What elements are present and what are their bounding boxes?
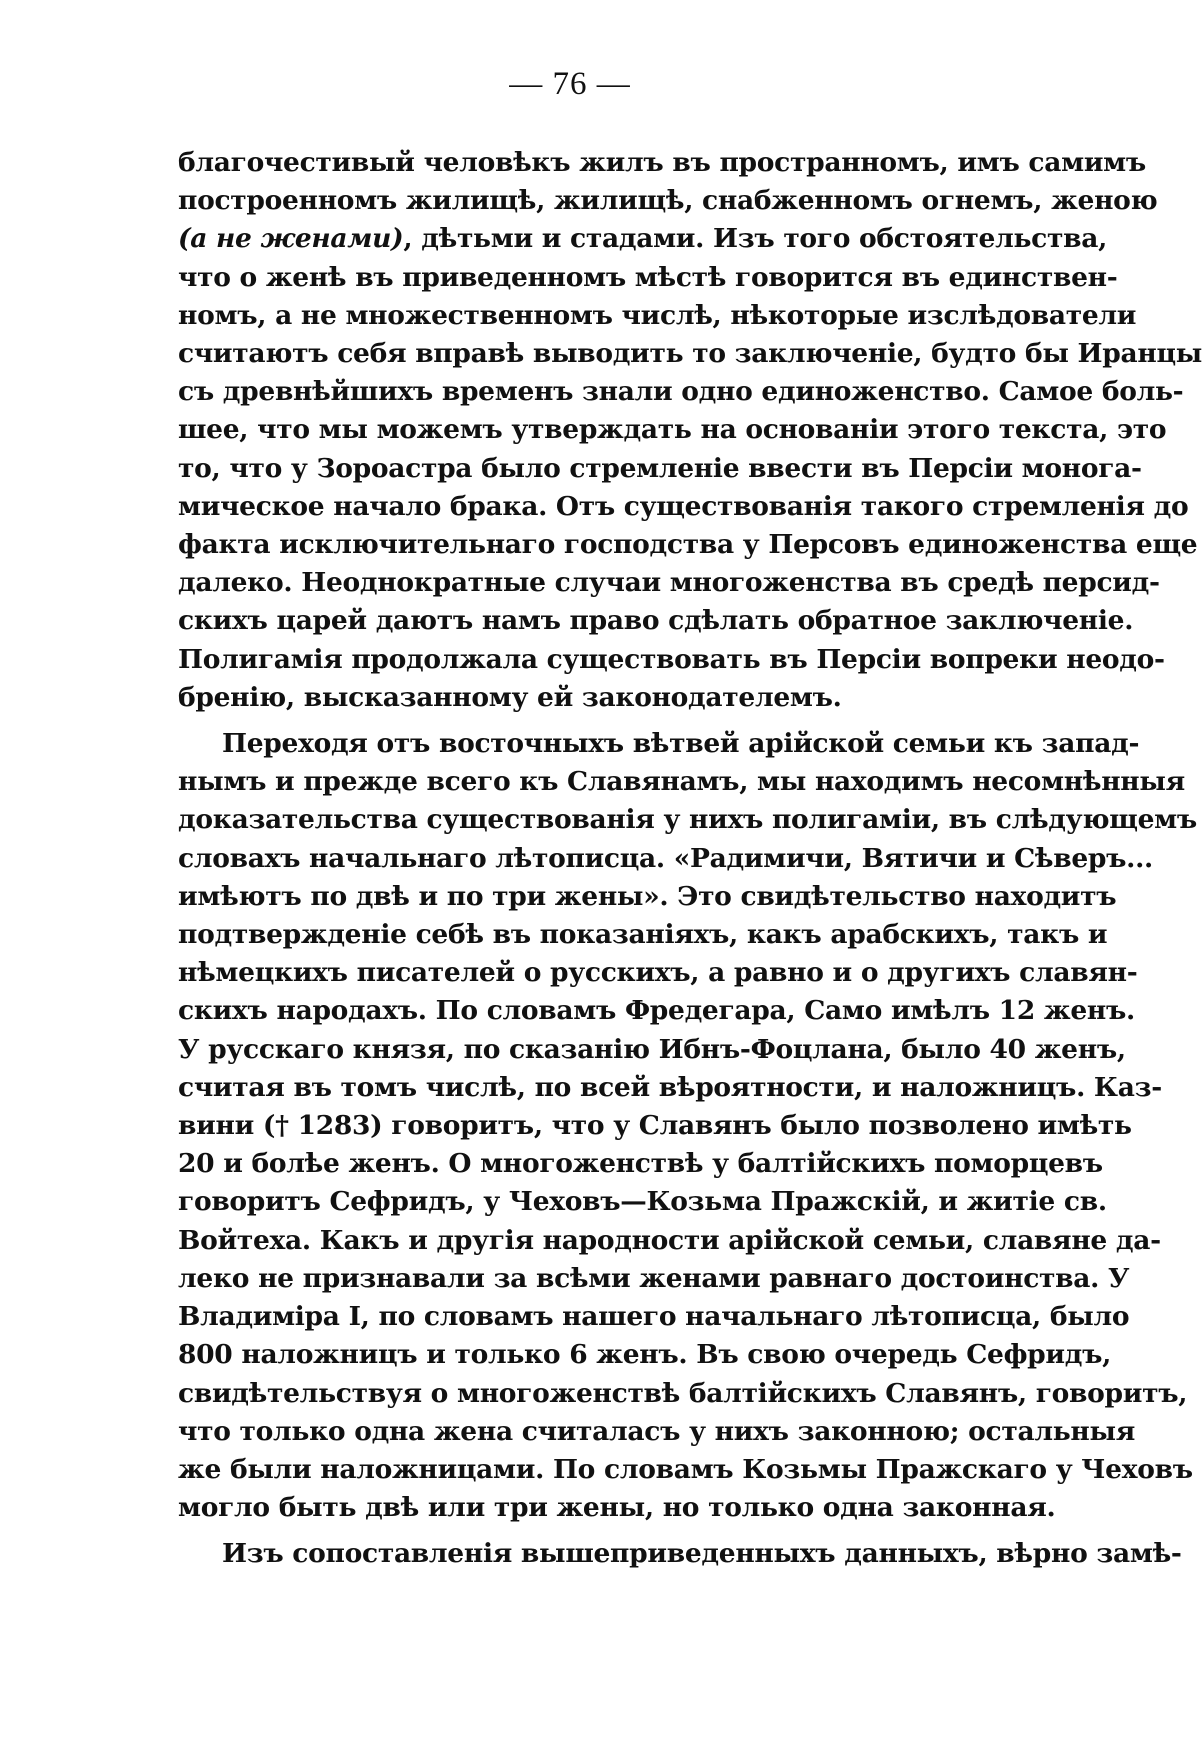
text-line: что о женѣ въ приведенномъ мѣстѣ говорится въ единствен- bbox=[178, 261, 1118, 293]
text-line: факта исключительнаго господства у Персовъ единоженства еще bbox=[178, 529, 1198, 561]
text-line: то, что у Зороастра было стремленіе ввести въ Персіи монога- bbox=[178, 452, 1142, 484]
text-line: нѣмецкихъ писателей о русскихъ, а равно и о другихъ славян- bbox=[178, 957, 1138, 989]
text-line: мическое начало брака. Отъ существованія такого стремленія до bbox=[178, 490, 1189, 522]
text-line: 20 и болѣе женъ. О многоженствѣ у балтійскихъ поморцевъ bbox=[178, 1148, 1103, 1180]
text-line: Переходя отъ восточныхъ вѣтвей арійской семьи къ запад- bbox=[222, 728, 1140, 760]
text-line: Полигамія продолжала существовать въ Персіи вопреки неодо- bbox=[178, 643, 1165, 675]
text-line: благочестивый человѣкъ жилъ въ пространномъ, имъ самимъ bbox=[178, 147, 1146, 178]
text-line: вини († 1283) говоритъ, что у Славянъ было позволено имѣть bbox=[178, 1110, 1132, 1142]
text-line: Войтеха. Какъ и другія народности арійской семьи, славяне да- bbox=[178, 1224, 1161, 1256]
text-line: Владиміра I, по словамъ нашего начальнаго лѣтописца, было bbox=[178, 1301, 1130, 1333]
text-line: нымъ и прежде всего къ Славянамъ, мы находимъ несомнѣнныя bbox=[178, 766, 1185, 798]
text-line: считая въ томъ числѣ, по всей вѣроятности, и наложницъ. Каз- bbox=[178, 1071, 1162, 1103]
text-line: доказательства существованія у нихъ полигаміи, въ слѣдующемъ bbox=[178, 804, 1197, 836]
text-line: могло быть двѣ или три жены, но только одна законная. bbox=[178, 1492, 1056, 1524]
text-line: съ древнѣйшихъ временъ знали одно единоженство. Самое боль- bbox=[178, 376, 1184, 408]
text-line: номъ, а не множественномъ числѣ, нѣкоторые изслѣдователи bbox=[178, 299, 1137, 331]
text-line-rest: , дѣтьми и стадами. Изъ того обстоятельства, bbox=[403, 223, 1108, 255]
text-line: построенномъ жилищѣ, жилищѣ, снабженномъ огнемъ, женою bbox=[178, 185, 1158, 217]
text-line: Изъ сопоставленія вышеприведенныхъ данныхъ, вѣрно замѣ- bbox=[222, 1538, 1182, 1570]
text-line: подтвержденіе себѣ въ показаніяхъ, какъ арабскихъ, такъ и bbox=[178, 919, 1108, 951]
text-line: говоритъ Сефридъ, у Чеховъ—Козьма Пражскій, и житіе св. bbox=[178, 1186, 1107, 1218]
text-line: имѣютъ по двѣ и по три жены». Это свидѣтельство находитъ bbox=[178, 880, 1117, 912]
page-number: — 76 — bbox=[509, 66, 631, 102]
italic-phrase: (а не женами) bbox=[178, 223, 404, 255]
text-line: скихъ царей даютъ намъ право сдѣлать обратное заключеніе. bbox=[178, 605, 1134, 637]
text-line: же были наложницами. По словамъ Козьмы Пражскаго у Чеховъ bbox=[178, 1453, 1193, 1485]
text-line: считаютъ себя вправѣ выводить то заключеніе, будто бы Иранцы bbox=[178, 338, 1202, 370]
text-line: свидѣтельствуя о многоженствѣ балтійскихъ Славянъ, говоритъ, bbox=[178, 1377, 1188, 1409]
body-text bbox=[178, 144, 1202, 1574]
text-line: далеко. Неоднократные случаи многоженства въ средѣ персид- bbox=[178, 567, 1160, 599]
text-line bbox=[178, 220, 1108, 258]
text-line: У русскаго князя, по сказанію Ибнъ-Фоцлана, было 40 женъ, bbox=[178, 1033, 1126, 1065]
text-line: 800 наложницъ и только 6 женъ. Въ свою очередь Сефридъ, bbox=[178, 1339, 1112, 1371]
text-line: что только одна жена считаласъ у нихъ законною; остальныя bbox=[178, 1415, 1136, 1447]
text-line: бренію, высказанному ей законодателемъ. bbox=[178, 681, 842, 713]
text-line: шее, что мы можемъ утверждать на основаніи этого текста, это bbox=[178, 414, 1167, 446]
text-line: словахъ начальнаго лѣтописца. «Радимичи, Вятичи и Сѣверъ... bbox=[178, 842, 1153, 874]
text-line: скихъ народахъ. По словамъ Фредегара, Само имѣлъ 12 женъ. bbox=[178, 995, 1135, 1027]
text-line: леко не признавали за всѣми женами равнаго достоинства. У bbox=[178, 1262, 1130, 1294]
